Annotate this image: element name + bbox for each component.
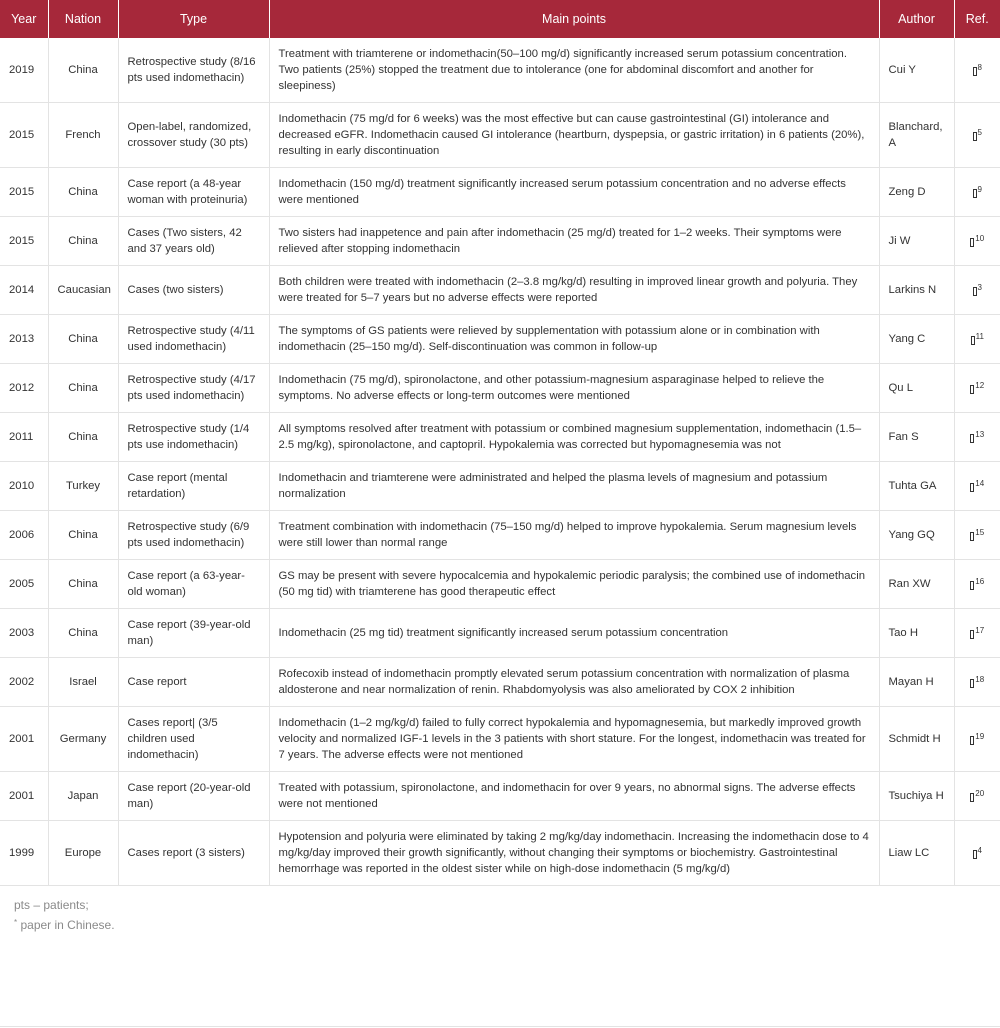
table-row (0, 772, 1000, 821)
cell-author: Liaw LC (879, 821, 954, 886)
cell-nation: China (48, 511, 118, 560)
table-row (0, 821, 1000, 886)
header-main-points: Main points (269, 0, 879, 38)
cell-nation: China (48, 217, 118, 266)
footnote-star: * (14, 918, 18, 927)
cell-ref (954, 707, 1000, 772)
ref-link-icon[interactable] (970, 630, 974, 639)
cell-main-points: Two sisters had inappetence and pain after indomethacin (25 mg/d) treated for 1–2 weeks. Their symptoms were relieved after stopping indomethacin (269, 217, 879, 266)
table-row (0, 364, 1000, 413)
cell-type: Cases (two sisters) (118, 266, 269, 315)
cell-author: Ji W (879, 217, 954, 266)
cell-ref (954, 462, 1000, 511)
ref-number[interactable]: 11 (975, 332, 984, 341)
cell-main-points: Treated with potassium, spironolactone, and indomethacin for over 9 years, no abnormal signs. The adverse effects were not mentioned (269, 772, 879, 821)
ref-link-icon[interactable] (970, 581, 974, 590)
cell-year: 2001 (0, 707, 48, 772)
cell-nation: Turkey (48, 462, 118, 511)
ref-link-icon[interactable] (973, 287, 977, 296)
header-type: Type (118, 0, 269, 38)
ref-link-icon[interactable] (973, 67, 977, 76)
ref-link-icon[interactable] (970, 793, 974, 802)
cell-nation: China (48, 413, 118, 462)
cell-year: 2013 (0, 315, 48, 364)
cell-ref (954, 658, 1000, 707)
cell-type: Retrospective study (1/4 pts use indomethacin) (118, 413, 269, 462)
ref-number[interactable]: 15 (975, 528, 985, 537)
cell-type: Case report (118, 658, 269, 707)
ref-number[interactable]: 10 (975, 234, 985, 243)
cell-nation: China (48, 560, 118, 609)
cell-type: Case report (39-year-old man) (118, 609, 269, 658)
ref-number[interactable]: 19 (975, 732, 985, 741)
cell-nation: China (48, 38, 118, 103)
cell-main-points: All symptoms resolved after treatment with potassium or combined magnesium supplementation, indomethacin (1.5–2.5 mg/kg), spironolactone, and captopril. Hypokalemia was corrected but hypomagnesemia was not (269, 413, 879, 462)
header-author: Author (879, 0, 954, 38)
cell-type: Case report (a 48-year woman with proteinuria) (118, 168, 269, 217)
cell-year: 2001 (0, 772, 48, 821)
cell-nation: Israel (48, 658, 118, 707)
ref-number[interactable]: 8 (977, 63, 982, 72)
cell-nation: China (48, 609, 118, 658)
table-header-row (0, 0, 1000, 38)
cell-type: Cases report (3 sisters) (118, 821, 269, 886)
ref-link-icon[interactable] (971, 336, 975, 345)
table-row (0, 266, 1000, 315)
table-row (0, 609, 1000, 658)
cell-main-points: Indomethacin (150 mg/d) treatment significantly increased serum potassium concentration and no adverse effects were mentioned (269, 168, 879, 217)
cell-main-points: Both children were treated with indomethacin (2–3.8 mg/kg/d) resulting in improved linear growth and polyuria. They were treated for 5–7 years but no adverse effects were reported (269, 266, 879, 315)
cell-year: 2015 (0, 103, 48, 168)
ref-number[interactable]: 16 (975, 577, 985, 586)
cell-type: Retrospective study (6/9 pts used indomethacin) (118, 511, 269, 560)
table-footnotes (0, 886, 1000, 934)
cell-ref (954, 38, 1000, 103)
cell-year: 2019 (0, 38, 48, 103)
cell-year: 1999 (0, 821, 48, 886)
table-body (0, 38, 1000, 886)
cell-author: Blanchard, A (879, 103, 954, 168)
ref-number[interactable]: 9 (977, 185, 982, 194)
cell-nation: Germany (48, 707, 118, 772)
cell-type: Case report (a 63-year-old woman) (118, 560, 269, 609)
cell-type: Case report (20-year-old man) (118, 772, 269, 821)
cell-year: 2006 (0, 511, 48, 560)
cell-type: Cases (Two sisters, 42 and 37 years old) (118, 217, 269, 266)
cell-ref (954, 315, 1000, 364)
ref-number[interactable]: 4 (977, 846, 982, 855)
cell-author: Yang C (879, 315, 954, 364)
cell-type: Cases report| (3/5 children used indomethacin) (118, 707, 269, 772)
footnote-pts: pts – patients; (14, 898, 89, 912)
table-row (0, 707, 1000, 772)
ref-link-icon[interactable] (970, 385, 974, 394)
table-row (0, 462, 1000, 511)
cell-main-points: Indomethacin (75 mg/d for 6 weeks) was the most effective but can cause gastrointestinal (GI) intolerance and decreased eGFR. Indomethacin caused GI intolerance (heartburn, dyspepsia, or gastric irritation) in 6 patients (20%), resulting in early discontinuation (269, 103, 879, 168)
cell-nation: Japan (48, 772, 118, 821)
header-nation: Nation (48, 0, 118, 38)
cell-nation: French (48, 103, 118, 168)
ref-number[interactable]: 20 (975, 789, 985, 798)
ref-link-icon[interactable] (973, 132, 977, 141)
ref-number[interactable]: 17 (975, 626, 985, 635)
cell-main-points: Indomethacin (25 mg tid) treatment significantly increased serum potassium concentration (269, 609, 879, 658)
ref-number[interactable]: 3 (977, 283, 982, 292)
cell-type: Retrospective study (8/16 pts used indomethacin) (118, 38, 269, 103)
cell-main-points: Indomethacin (75 mg/d), spironolactone, and other potassium-magnesium asparaginase helped to relieve the symptoms. No adverse effects or long-term outcomes were mentioned (269, 364, 879, 413)
cell-ref (954, 103, 1000, 168)
bottom-divider (0, 1026, 1000, 1027)
cell-year: 2015 (0, 217, 48, 266)
cell-nation: Caucasian (48, 266, 118, 315)
cell-author: Mayan H (879, 658, 954, 707)
ref-link-icon[interactable] (973, 189, 977, 198)
cell-year: 2011 (0, 413, 48, 462)
table-row (0, 217, 1000, 266)
ref-number[interactable]: 14 (975, 479, 985, 488)
cell-type: Open-label, randomized, crossover study (30 pts) (118, 103, 269, 168)
cell-author: Fan S (879, 413, 954, 462)
cell-main-points: GS may be present with severe hypocalcemia and hypokalemic periodic paralysis; the combined use of indomethacin (50 mg tid) with triamterene has good therapeutic effect (269, 560, 879, 609)
cell-nation: China (48, 364, 118, 413)
cell-year: 2015 (0, 168, 48, 217)
cell-main-points: Hypotension and polyuria were eliminated by taking 2 mg/kg/day indomethacin. Increasing the indomethacin dose to 4 mg/kg/day improved their growth significantly, without changing their symptoms or biochemistry. Gastrointestinal hemorrhage was reported in the oldest sister while on high-dose indomethacin (5 mg/kg/d) (269, 821, 879, 886)
cell-author: Zeng D (879, 168, 954, 217)
cell-ref (954, 364, 1000, 413)
ref-link-icon[interactable] (970, 434, 974, 443)
header-year: Year (0, 0, 48, 38)
cell-type: Retrospective study (4/11 used indomethacin) (118, 315, 269, 364)
footnote-chinese (14, 914, 986, 934)
cell-main-points: Rofecoxib instead of indomethacin promptly elevated serum potassium concentration with normalization of plasma aldosterone and near normalization of renin. Rhabdomyolysis was also ameliorated by COX 2 inhibition (269, 658, 879, 707)
cell-ref (954, 560, 1000, 609)
table-row (0, 560, 1000, 609)
cell-nation: China (48, 168, 118, 217)
ref-number[interactable]: 5 (977, 128, 982, 137)
table-row (0, 511, 1000, 560)
cell-ref (954, 772, 1000, 821)
cell-ref (954, 217, 1000, 266)
ref-number[interactable]: 18 (975, 675, 985, 684)
cell-nation: Europe (48, 821, 118, 886)
cell-ref (954, 609, 1000, 658)
header-ref: Ref. (954, 0, 1000, 38)
cell-main-points: Treatment combination with indomethacin (75–150 mg/d) helped to improve hypokalemia. Serum magnesium levels were still lower than normal range (269, 511, 879, 560)
cell-author: Tsuchiya H (879, 772, 954, 821)
ref-link-icon[interactable] (970, 483, 974, 492)
ref-link-icon[interactable] (970, 679, 974, 688)
cell-main-points: Indomethacin and triamterene were administrated and helped the plasma levels of magnesium and potassium normalization (269, 462, 879, 511)
table-row (0, 103, 1000, 168)
ref-number[interactable]: 12 (975, 381, 985, 390)
cell-ref (954, 511, 1000, 560)
cell-ref (954, 168, 1000, 217)
ref-link-icon[interactable] (973, 850, 977, 859)
table-row (0, 658, 1000, 707)
cell-nation: China (48, 315, 118, 364)
ref-number[interactable]: 13 (975, 430, 985, 439)
cell-author: Larkins N (879, 266, 954, 315)
cell-type: Retrospective study (4/17 pts used indomethacin) (118, 364, 269, 413)
cell-main-points: Indomethacin (1–2 mg/kg/d) failed to fully correct hypokalemia and hypomagnesemia, but markedly improved growth velocity and normalized IGF-1 levels in the 3 patients with short stature. For the longest, indomethacin was treated for 7 years. The adverse effects were not mentioned (269, 707, 879, 772)
ref-link-icon[interactable] (970, 532, 974, 541)
cell-main-points: Treatment with triamterene or indomethacin(50–100 mg/d) significantly increased serum potassium concentration. Two patients (25%) stopped the treatment due to intolerance (one for abdominal discomfort and another for sleepiness) (269, 38, 879, 103)
cell-year: 2005 (0, 560, 48, 609)
table-row (0, 315, 1000, 364)
cell-author: Tuhta GA (879, 462, 954, 511)
table-row (0, 413, 1000, 462)
cell-ref (954, 266, 1000, 315)
cell-type: Case report (mental retardation) (118, 462, 269, 511)
table-row (0, 168, 1000, 217)
cell-ref (954, 413, 1000, 462)
cell-ref (954, 821, 1000, 886)
table-row (0, 38, 1000, 103)
cell-author: Qu L (879, 364, 954, 413)
cell-year: 2002 (0, 658, 48, 707)
cell-year: 2012 (0, 364, 48, 413)
ref-link-icon[interactable] (970, 238, 974, 247)
footnote-chinese-text: paper in Chinese. (20, 918, 115, 932)
cell-year: 2003 (0, 609, 48, 658)
cell-author: Tao H (879, 609, 954, 658)
cell-author: Yang GQ (879, 511, 954, 560)
cell-year: 2014 (0, 266, 48, 315)
cell-author: Cui Y (879, 38, 954, 103)
cell-author: Schmidt H (879, 707, 954, 772)
cell-year: 2010 (0, 462, 48, 511)
ref-link-icon[interactable] (970, 736, 974, 745)
cell-author: Ran XW (879, 560, 954, 609)
cell-main-points: The symptoms of GS patients were relieved by supplementation with potassium alone or in combination with indomethacin (25–150 mg/d). Self-discontinuation was common in follow-up (269, 315, 879, 364)
